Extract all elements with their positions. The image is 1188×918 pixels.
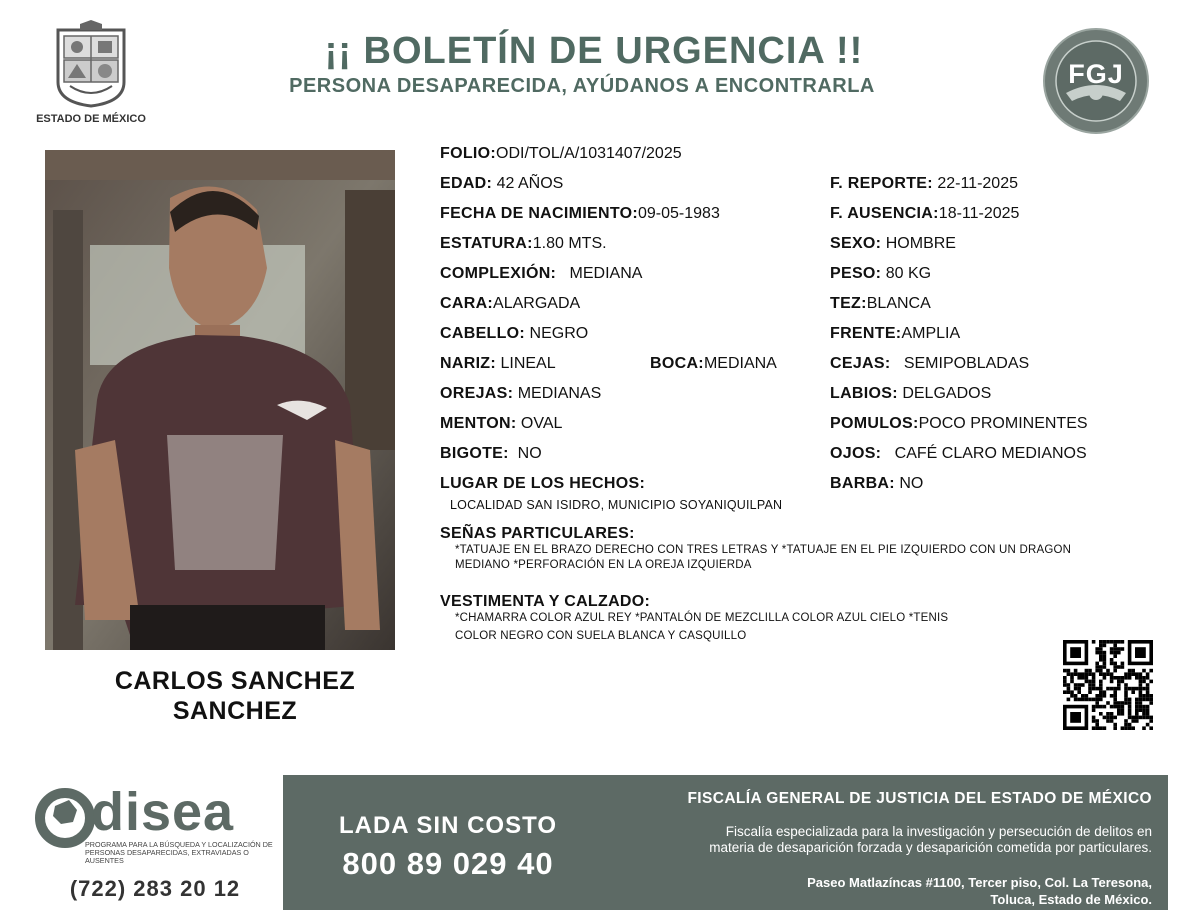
field-value: AMPLIA [901,325,961,342]
field-f-ausencia [830,204,1019,224]
fiscalia-address-line2: Toluca, Estado de México. [990,892,1152,907]
field-label: POMULOS: [830,415,919,432]
field-label: PESO: [830,265,882,282]
field-sexo [830,234,956,254]
field-value: 80 KG [885,265,932,282]
field-vestimenta-label [440,592,650,612]
field-value: POCO PROMINENTES [918,415,1088,432]
field-labios [830,384,991,404]
field-value: MEDIANA [569,265,643,282]
field-ojos [830,444,1087,464]
field-label: F. REPORTE: [830,175,933,192]
field-peso [830,264,931,284]
field-value: LINEAL [500,355,556,372]
field-fecha-nacimiento [440,204,720,224]
field-value: MEDIANAS [517,385,602,402]
field-frente [830,324,960,344]
field-senas-line1: *TATUAJE EN EL BRAZO DERECHO CON TRES LETRAS Y *TATUAJE EN EL PIE IZQUIERDO CON UN DRAGON [455,544,1072,556]
field-label: FRENTE: [830,325,902,342]
field-label: CEJAS: [830,355,891,372]
field-lugar-label [440,474,645,494]
field-label: OJOS: [830,445,882,462]
field-value: ODI/TOL/A/1031407/2025 [496,145,682,162]
field-label: MENTON: [440,415,517,432]
state-label: ESTADO DE MÉXICO [36,113,146,125]
field-value: 22-11-2025 [937,175,1018,192]
field-menton [440,414,562,434]
person-name-line1: CARLOS SANCHEZ [114,667,356,695]
field-value: 09-05-1983 [638,205,720,222]
fiscalia-title: FISCALÍA GENERAL DE JUSTICIA DEL ESTADO DE MÉXICO [687,790,1152,807]
field-tez [830,294,931,314]
field-senas-line2: MEDIANO *PERFORACIÓN EN LA OREJA IZQUIERDA [455,559,752,571]
field-value: ALARGADA [493,295,581,312]
fgj-seal-icon [1042,27,1150,135]
field-value: NO [517,445,542,462]
odisea-program-text: PROGRAMA PARA LA BÚSQUEDA Y LOCALIZACIÓN DE PERSONAS DESAPARECIDAS, EXTRAVIADAS O AUSENTES [85,840,273,865]
field-value: MEDIANA [703,355,777,372]
field-label: BARBA: [830,475,895,492]
odisea-logo-text: disea [91,782,235,842]
field-label: CABELLO: [440,325,526,342]
field-label: SEÑAS PARTICULARES: [440,525,635,542]
field-label: LUGAR DE LOS HECHOS: [440,475,646,492]
field-edad [440,174,563,194]
field-pomulos [830,414,1088,434]
field-label: FOLIO: [440,145,497,162]
field-barba [830,474,923,494]
field-vestimenta-line1: *CHAMARRA COLOR AZUL REY *PANTALÓN DE MEZCLILLA COLOR AZUL CIELO *TENIS [455,612,949,624]
field-label: BIGOTE: [440,445,509,462]
person-name [60,666,410,726]
field-bigote [440,444,542,464]
field-label: VESTIMENTA Y CALZADO: [440,593,651,610]
field-value: NEGRO [529,325,589,342]
person-name-line2: SANCHEZ [172,697,298,725]
fiscalia-description-line1: Fiscalía especializada para la investigación y persecución de delitos en [725,824,1152,839]
fgj-logo-text: FGJ [1068,59,1124,89]
field-estatura [440,234,607,254]
fiscalia-description-line2: materia de desaparición forzada y desaparición cometida por particulares. [709,840,1152,855]
field-orejas [440,384,601,404]
field-f-reporte [830,174,1018,194]
field-label: NARIZ: [440,355,497,372]
field-value: HOMBRE [885,235,956,252]
field-boca [650,354,777,374]
field-label: FECHA DE NACIMIENTO: [440,205,638,222]
field-value: SEMIPOBLADAS [903,355,1030,372]
field-value: CAFÉ CLARO MEDIANOS [894,445,1087,462]
lada-number[interactable]: 800 89 029 40 [342,846,554,881]
field-label: CARA: [440,295,494,312]
field-value: 1.80 MTS. [532,235,607,252]
field-value: NO [899,475,924,492]
field-label: TEZ: [830,295,867,312]
field-nariz [440,354,556,374]
field-value: OVAL [520,415,563,432]
field-senas-label [440,524,635,544]
qr-code-icon[interactable] [1063,640,1156,731]
field-label: BOCA: [650,355,704,372]
fiscalia-address-line1: Paseo Matlazíncas #1100, Tercer piso, Col. La Teresona, [807,875,1152,890]
field-label: LABIOS: [830,385,898,402]
field-folio [440,144,682,164]
field-cara [440,294,580,314]
field-label: COMPLEXIÓN: [440,265,557,282]
field-value: BLANCA [866,295,931,312]
fiscalia-description [600,824,1152,856]
field-label: ESTATURA: [440,235,533,252]
field-label: EDAD: [440,175,493,192]
lada-label: LADA SIN COSTO [338,812,557,839]
field-complexion [440,264,642,284]
odisea-phone[interactable]: (722) 283 20 12 [69,876,241,901]
fiscalia-address [600,874,1152,908]
field-value: 42 AÑOS [496,175,564,192]
field-label: SEXO: [830,235,882,252]
page-title: ¡¡ BOLETÍN DE URGENCIA !! [324,30,864,72]
field-cejas [830,354,1029,374]
missing-person-photo [45,150,395,650]
field-vestimenta-line2: COLOR NEGRO CON SUELA BLANCA Y CASQUILLO [455,630,747,642]
field-label: OREJAS: [440,385,514,402]
field-value: 18-11-2025 [938,205,1020,222]
field-lugar-value: LOCALIDAD SAN ISIDRO, MUNICIPIO SOYANIQUILPAN [450,498,783,512]
page-subtitle: PERSONA DESAPARECIDA, AYÚDANOS A ENCONTRARLA [289,75,875,97]
field-value: DELGADOS [902,385,992,402]
field-label: F. AUSENCIA: [830,205,939,222]
field-cabello [440,324,588,344]
